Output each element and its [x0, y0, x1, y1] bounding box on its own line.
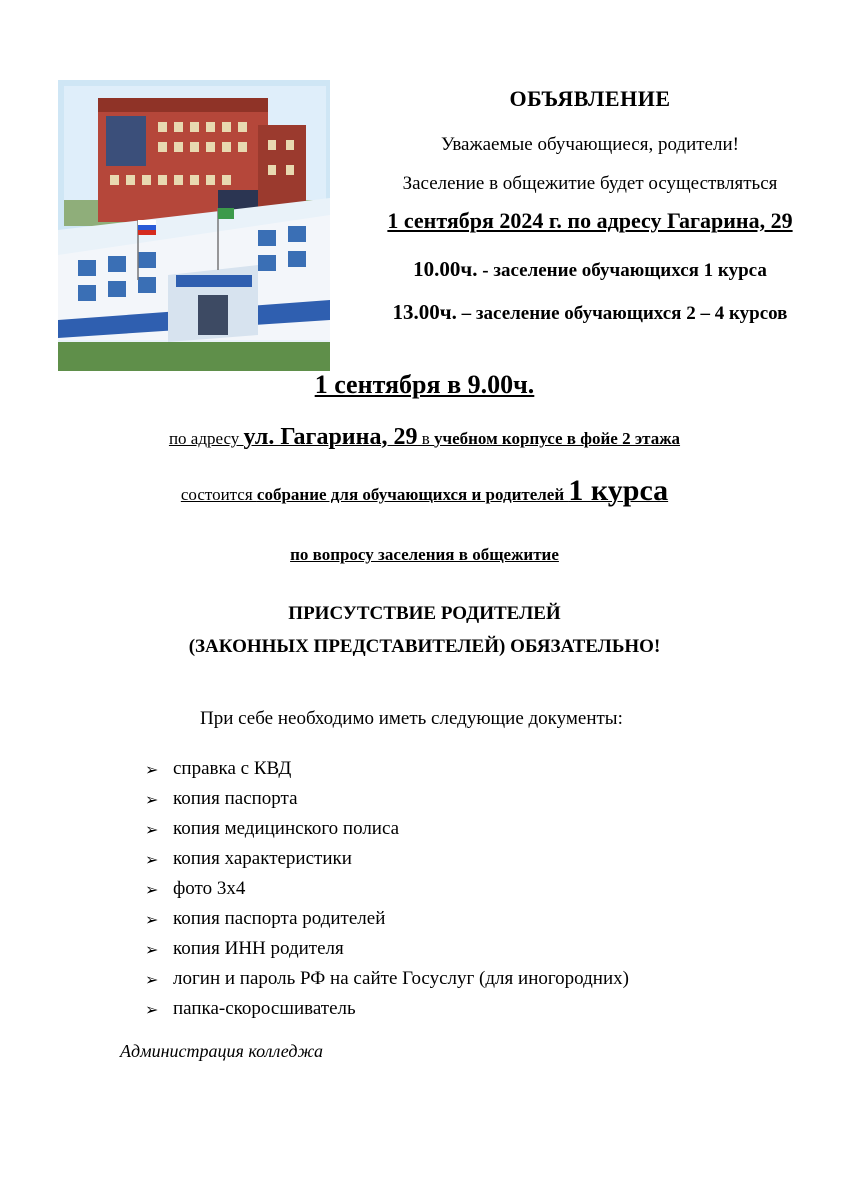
- arrowhead-bullet-icon: ➢: [145, 789, 159, 809]
- schedule-text: – заселение обучающихся 2 – 4 курсов: [456, 303, 788, 324]
- warning-line-1: ПРИСУТСТВИЕ РОДИТЕЛЕЙ: [288, 603, 561, 624]
- schedule-first-course: [340, 257, 840, 282]
- list-item: ➢ копия медицинского полиса: [145, 818, 400, 839]
- list-item: ➢ копия паспорта: [145, 788, 298, 809]
- schedule-time: 13.00ч.: [392, 300, 457, 324]
- settlement-date-address: 1 сентября 2024 г. по адресу Гагарина, 29: [387, 208, 793, 233]
- list-item: ➢ копия паспорта родителей: [145, 908, 386, 929]
- arrowhead-bullet-icon: ➢: [145, 999, 159, 1019]
- settlement-intro: Заселение в общежитие будет осуществляться: [402, 173, 778, 194]
- college-buildings-photo: [58, 80, 330, 371]
- arrowhead-bullet-icon: ➢: [145, 849, 159, 869]
- list-item: ➢ копия ИНН родителя: [145, 938, 344, 959]
- announcement-title: ОБЪЯВЛЕНИЕ: [509, 86, 671, 111]
- meeting-street: ул. Гагарина, 29: [243, 424, 418, 450]
- meeting-location: учебном корпусе в фойе 2 этажа: [434, 429, 681, 448]
- schedule-other-courses: [340, 300, 840, 325]
- course-label: 1 курса: [568, 474, 669, 507]
- meeting-topic: по вопросу заселения в общежитие: [290, 545, 559, 564]
- list-item: ➢ фото 3х4: [145, 878, 246, 899]
- meeting-place: по адресу ул. Гагарина, 29 в учебном корпусе в фойе 2 этажа: [168, 424, 681, 450]
- list-item: ➢ копия характеристики: [145, 848, 352, 869]
- arrowhead-bullet-icon: ➢: [145, 879, 159, 899]
- signature: Администрация колледжа: [120, 1041, 323, 1061]
- list-item: ➢ справка с КВД: [145, 758, 292, 779]
- arrowhead-bullet-icon: ➢: [145, 969, 159, 989]
- documents-list: [145, 754, 629, 1024]
- documents-intro: При себе необходимо иметь следующие документы:: [200, 708, 623, 729]
- warning-line-2: (ЗАКОННЫХ ПРЕДСТАВИТЕЛЕЙ) ОБЯЗАТЕЛЬНО!: [188, 636, 661, 657]
- meeting-participants: состоится собрание для обучающихся и родителей 1 курса: [180, 474, 669, 507]
- arrowhead-bullet-icon: ➢: [145, 909, 159, 929]
- list-item: ➢ логин и пароль РФ на сайте Госуслуг (для иногородних): [145, 968, 629, 989]
- arrowhead-bullet-icon: ➢: [145, 939, 159, 959]
- list-item: ➢ папка-скоросшиватель: [145, 998, 356, 1019]
- arrowhead-bullet-icon: ➢: [145, 759, 159, 779]
- meeting-date: 1 сентября в 9.00ч.: [314, 370, 535, 399]
- schedule-time: 10.00ч.: [413, 257, 478, 281]
- schedule-text: - заселение обучающихся 1 курса: [477, 260, 767, 281]
- greeting: Уважаемые обучающиеся, родители!: [441, 134, 739, 155]
- arrowhead-bullet-icon: ➢: [145, 819, 159, 839]
